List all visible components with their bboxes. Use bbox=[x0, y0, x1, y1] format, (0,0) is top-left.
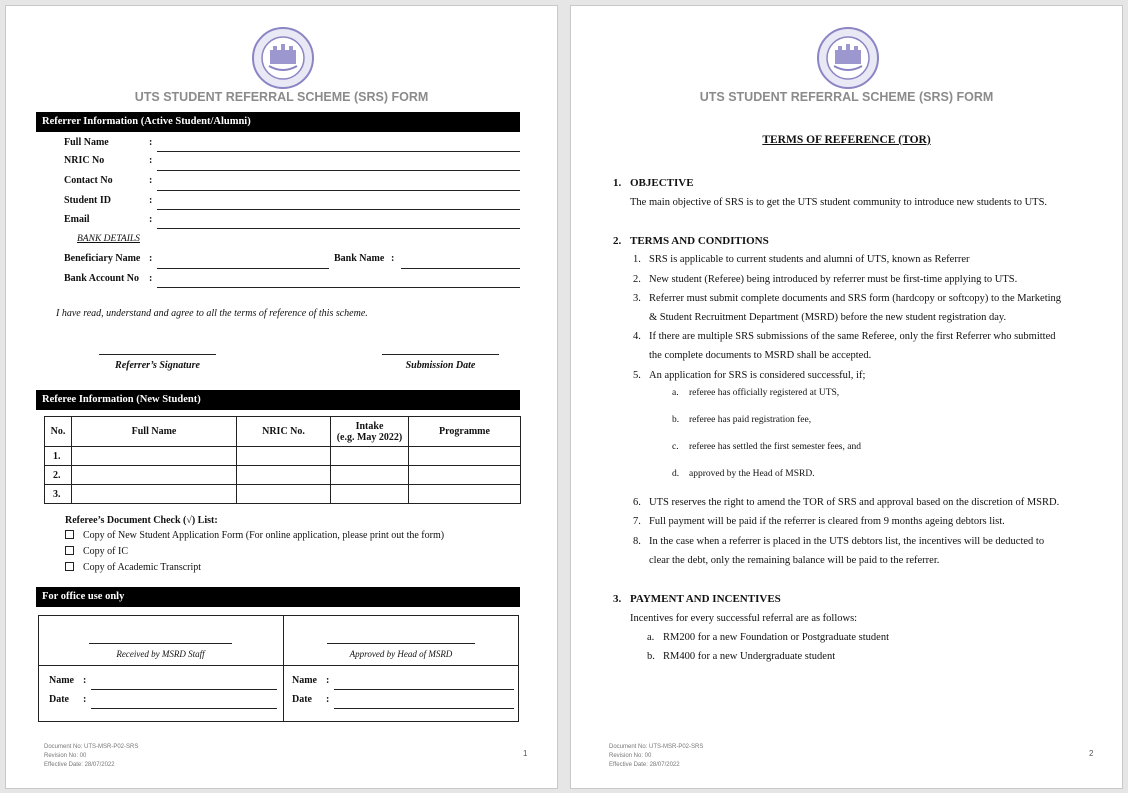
table-cell[interactable] bbox=[331, 447, 409, 466]
colon: : bbox=[149, 195, 153, 206]
condition-text: referee has paid registration fee, bbox=[689, 415, 812, 425]
term-number: 5. bbox=[633, 370, 641, 381]
referee-table bbox=[44, 416, 521, 504]
incentive-text: RM200 for a new Foundation or Postgraduate student bbox=[663, 632, 890, 643]
condition-text: approved by the Head of MSRD. bbox=[689, 469, 815, 479]
office-section-header: For office use only bbox=[36, 587, 520, 607]
colon: : bbox=[326, 694, 330, 705]
colon: : bbox=[149, 137, 153, 148]
beneficiary-name-label: Beneficiary Name bbox=[64, 253, 141, 264]
table-cell[interactable] bbox=[72, 447, 237, 466]
condition-letter: c. bbox=[672, 442, 679, 452]
uts-logo bbox=[816, 26, 880, 90]
colon: : bbox=[149, 214, 153, 225]
form-title: UTS STUDENT REFERRAL SCHEME (SRS) FORM bbox=[699, 90, 994, 104]
incentive-text: RM400 for a new Undergraduate student bbox=[663, 651, 836, 662]
student-id-field[interactable] bbox=[157, 209, 520, 210]
checkbox[interactable] bbox=[65, 530, 74, 539]
agreement-statement: I have read, understand and agree to all the terms of reference of this scheme. bbox=[56, 308, 368, 319]
term-number: 2. bbox=[633, 274, 641, 285]
term-number: 4. bbox=[633, 331, 641, 342]
office-date-field[interactable] bbox=[91, 708, 277, 709]
received-by-label: Received by MSRD Staff bbox=[116, 649, 205, 659]
office-name-label: Name bbox=[49, 675, 74, 686]
office-divider bbox=[39, 665, 518, 666]
condition-letter: b. bbox=[672, 415, 680, 425]
objective-text: The main objective of SRS is to get the UTS student community to introduce new students to UTS. bbox=[630, 197, 1048, 208]
referrer-section-header: Referrer Information (Active Student/Alumni) bbox=[36, 112, 520, 132]
bank-name-field[interactable] bbox=[401, 268, 520, 269]
doc-check-label: Copy of IC bbox=[83, 546, 128, 557]
term-text: UTS reserves the right to amend the TOR of SRS and approval based on the discretion of MSRD. bbox=[649, 497, 1060, 508]
office-date-label: Date bbox=[292, 694, 312, 705]
bank-account-label: Bank Account No bbox=[64, 273, 140, 284]
row-number: 1. bbox=[45, 447, 72, 466]
doc-check-item bbox=[65, 546, 128, 557]
referrer-signature-label: Referrer’s Signature bbox=[115, 360, 200, 371]
section-number: 1. bbox=[613, 177, 622, 189]
table-cell[interactable] bbox=[237, 485, 331, 504]
payment-intro: Incentives for every successful referral are as follows: bbox=[630, 613, 858, 624]
col-full-name: Full Name bbox=[72, 417, 237, 447]
document-footer bbox=[44, 743, 138, 770]
col-no: No. bbox=[45, 417, 72, 447]
term-text: SRS is applicable to current students and alumni of UTS, known as Referrer bbox=[649, 254, 970, 265]
doc-check-label: Copy of New Student Application Form (For online application, please print out the form) bbox=[83, 530, 445, 541]
footer-effective-date: Effective Date: 28/07/2022 bbox=[609, 762, 680, 768]
beneficiary-name-field[interactable] bbox=[157, 268, 329, 269]
office-use-box bbox=[38, 615, 519, 722]
condition-text: referee has settled the first semester fees, and bbox=[689, 442, 861, 452]
term-text: the complete documents to MSRD shall be accepted. bbox=[649, 350, 872, 361]
condition-letter: d. bbox=[672, 469, 680, 479]
doc-check-item bbox=[65, 562, 201, 573]
office-date-field[interactable] bbox=[334, 708, 514, 709]
table-cell[interactable] bbox=[409, 447, 521, 466]
referrer-signature-line[interactable] bbox=[99, 354, 216, 355]
term-text: New student (Referee) being introduced by referrer must be first-time applying to UTS. bbox=[649, 274, 1018, 285]
colon: : bbox=[83, 675, 87, 686]
uts-logo bbox=[251, 26, 315, 90]
submission-date-line[interactable] bbox=[382, 354, 499, 355]
form-title: UTS STUDENT REFERRAL SCHEME (SRS) FORM bbox=[134, 90, 429, 104]
table-cell[interactable] bbox=[72, 466, 237, 485]
term-text: Full payment will be paid if the referrer is cleared from 9 months ageing debtors list. bbox=[649, 516, 1005, 527]
footer-effective-date: Effective Date: 28/07/2022 bbox=[44, 762, 115, 768]
approved-by-label: Approved by Head of MSRD bbox=[349, 649, 453, 659]
row-number: 3. bbox=[45, 485, 72, 504]
full-name-field[interactable] bbox=[157, 151, 520, 152]
colon: : bbox=[149, 273, 153, 284]
doc-check-item bbox=[65, 530, 444, 541]
table-cell[interactable] bbox=[237, 447, 331, 466]
table-cell[interactable] bbox=[409, 485, 521, 504]
payment-heading: PAYMENT AND INCENTIVES bbox=[630, 593, 781, 605]
table-row bbox=[45, 466, 521, 485]
email-label: Email bbox=[64, 214, 90, 225]
term-text: clear the debt, only the remaining balance will be paid to the referrer. bbox=[649, 555, 940, 566]
colon: : bbox=[391, 253, 395, 264]
checkbox[interactable] bbox=[65, 546, 74, 555]
col-programme: Programme bbox=[409, 417, 521, 447]
intake-example: (e.g. May 2022) bbox=[336, 431, 403, 443]
contact-label: Contact No bbox=[64, 175, 113, 186]
condition-letter: a. bbox=[672, 388, 679, 398]
referee-section-header: Referee Information (New Student) bbox=[36, 390, 520, 410]
tor-title: TERMS OF REFERENCE (TOR) bbox=[762, 134, 931, 146]
section-number: 3. bbox=[613, 593, 622, 605]
page-number: 1 bbox=[523, 749, 528, 758]
footer-revision: Revision No: 00 bbox=[609, 753, 652, 759]
office-name-field[interactable] bbox=[91, 689, 277, 690]
term-number: 1. bbox=[633, 254, 641, 265]
page-number: 2 bbox=[1089, 749, 1094, 758]
office-divider bbox=[283, 616, 284, 721]
term-number: 8. bbox=[633, 536, 641, 547]
incentive-letter: a. bbox=[647, 632, 655, 643]
table-cell[interactable] bbox=[331, 466, 409, 485]
doc-check-title: Referee’s Document Check (√) List: bbox=[65, 515, 218, 526]
bank-name-label: Bank Name bbox=[334, 253, 385, 264]
objective-heading: OBJECTIVE bbox=[630, 177, 694, 189]
contact-field[interactable] bbox=[157, 190, 520, 191]
colon: : bbox=[83, 694, 87, 705]
term-text: In the case when a referrer is placed in the UTS debtors list, the incentives will be deducted to bbox=[649, 536, 1045, 547]
condition-text: referee has officially registered at UTS, bbox=[689, 388, 840, 398]
colon: : bbox=[149, 175, 153, 186]
terms-heading: TERMS AND CONDITIONS bbox=[630, 235, 769, 247]
nric-label: NRIC No bbox=[64, 155, 105, 166]
colon: : bbox=[326, 675, 330, 686]
office-name-label: Name bbox=[292, 675, 317, 686]
footer-doc-no: Document No: UTS-MSR-P02-SRS bbox=[44, 744, 139, 750]
table-row bbox=[45, 485, 521, 504]
doc-check-label: Copy of Academic Transcript bbox=[83, 562, 202, 573]
col-nric: NRIC No. bbox=[237, 417, 331, 447]
table-cell[interactable] bbox=[72, 485, 237, 504]
intake-label: Intake bbox=[355, 420, 384, 432]
document-footer bbox=[609, 743, 703, 770]
term-text: If there are multiple SRS submissions of the same Referee, only the first Referrer who submitted bbox=[649, 331, 1056, 342]
student-id-label: Student ID bbox=[64, 195, 111, 206]
colon: : bbox=[149, 253, 153, 264]
office-name-field[interactable] bbox=[334, 689, 514, 690]
form-page-2 bbox=[571, 6, 1122, 788]
bank-account-field[interactable] bbox=[157, 287, 520, 288]
term-number: 6. bbox=[633, 497, 641, 508]
term-text: & Student Recruitment Department (MSRD) before the new student registration day. bbox=[649, 312, 1007, 323]
col-intake bbox=[331, 417, 409, 447]
form-page-1 bbox=[6, 6, 557, 788]
section-number: 2. bbox=[613, 235, 622, 247]
term-number: 7. bbox=[633, 516, 641, 527]
term-number: 3. bbox=[633, 293, 641, 304]
nric-field[interactable] bbox=[157, 170, 520, 171]
table-row bbox=[45, 447, 521, 466]
incentive-letter: b. bbox=[647, 651, 655, 662]
term-text: An application for SRS is considered successful, if; bbox=[649, 370, 866, 381]
email-field[interactable] bbox=[157, 228, 520, 229]
checkbox[interactable] bbox=[65, 562, 74, 571]
row-number: 2. bbox=[45, 466, 72, 485]
msrd-staff-signature-line[interactable] bbox=[89, 643, 232, 644]
table-cell[interactable] bbox=[331, 485, 409, 504]
term-text: Referrer must submit complete documents and SRS form (hardcopy or softcopy) to the Marketing bbox=[649, 293, 1062, 304]
submission-date-label: Submission Date bbox=[405, 360, 476, 371]
office-date-label: Date bbox=[49, 694, 69, 705]
full-name-label: Full Name bbox=[64, 137, 109, 148]
colon: : bbox=[149, 155, 153, 166]
table-cell[interactable] bbox=[237, 466, 331, 485]
head-msrd-signature-line[interactable] bbox=[327, 643, 475, 644]
table-cell[interactable] bbox=[409, 466, 521, 485]
footer-revision: Revision No: 00 bbox=[44, 753, 87, 759]
footer-doc-no: Document No: UTS-MSR-P02-SRS bbox=[609, 744, 704, 750]
bank-details-heading: BANK DETAILS bbox=[77, 234, 140, 244]
